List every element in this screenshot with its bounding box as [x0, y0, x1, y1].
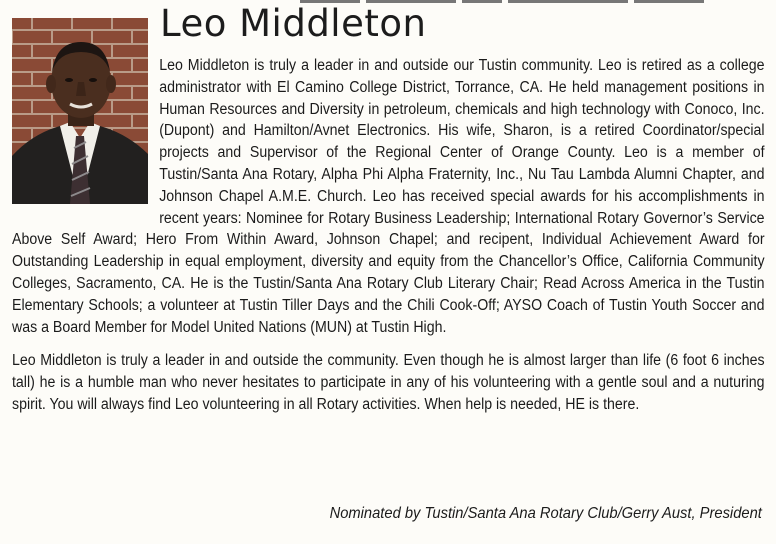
biography	[12, 55, 765, 428]
bio-paragraph-1: Leo Middleton is truly a leader in and outside our Tustin community. Leo is retired as a college administrator with El Camino College District, Torrance, CA. He held management positions in Human Resources and Diversity in petroleum, chemicals and high technology with Conoco, Inc. (Dupont) and Hamilton/Avnet Electronics. His wife, Sharon, is a retired Coordinator/special projects and Supervisor of the Regional Center of Orange County. Leo is a member of Tustin/Santa Ana Rotary, Alpha Phi Alpha Fraternity, Inc., Nu Tau Lambda Alumni Chapter, and Johnson Chapel A.M.E. Church. Leo has received special awards for his accomplishments in recent years: Nominee for Rotary Business Leadership; International Rotary Governor’s Service Above Self Award; Hero From Within Award, Johnson Chapel; and recipent, Individual Achievement Award for Outstanding Leadership in equal employment, diversity and equity from the Chancellor’s Office, California Community Colleges, Sacramento, CA. He is the Tustin/Santa Ana Rotary Club Literary Chair; Read Across America in the Tustin Elementary Schools; a volunteer at Tustin Tiller Days and the Chili Cook-Off; AYSO Coach of Tustin Youth Soccer and was a Board Member for Model United Nations (MUN) at Tustin High.	[12, 57, 765, 336]
photo-wrap-spacer	[12, 55, 159, 211]
bio-paragraph-2: Leo Middleton is truly a leader in and outside the community. Even though he is almost larger than life (6 foot 6 inches tall) he is a humble man who never hesitates to participate in any of his volunteering with a gentle soul and a nuturing spirit. You will always find Leo volunteering in all Rotary activities. When help is needed, HE is there.	[12, 352, 765, 413]
nomination-credit: Nominated by Tustin/Santa Ana Rotary Club/Gerry Aust, President	[329, 505, 762, 522]
profile-name: Leo Middleton	[160, 2, 427, 45]
